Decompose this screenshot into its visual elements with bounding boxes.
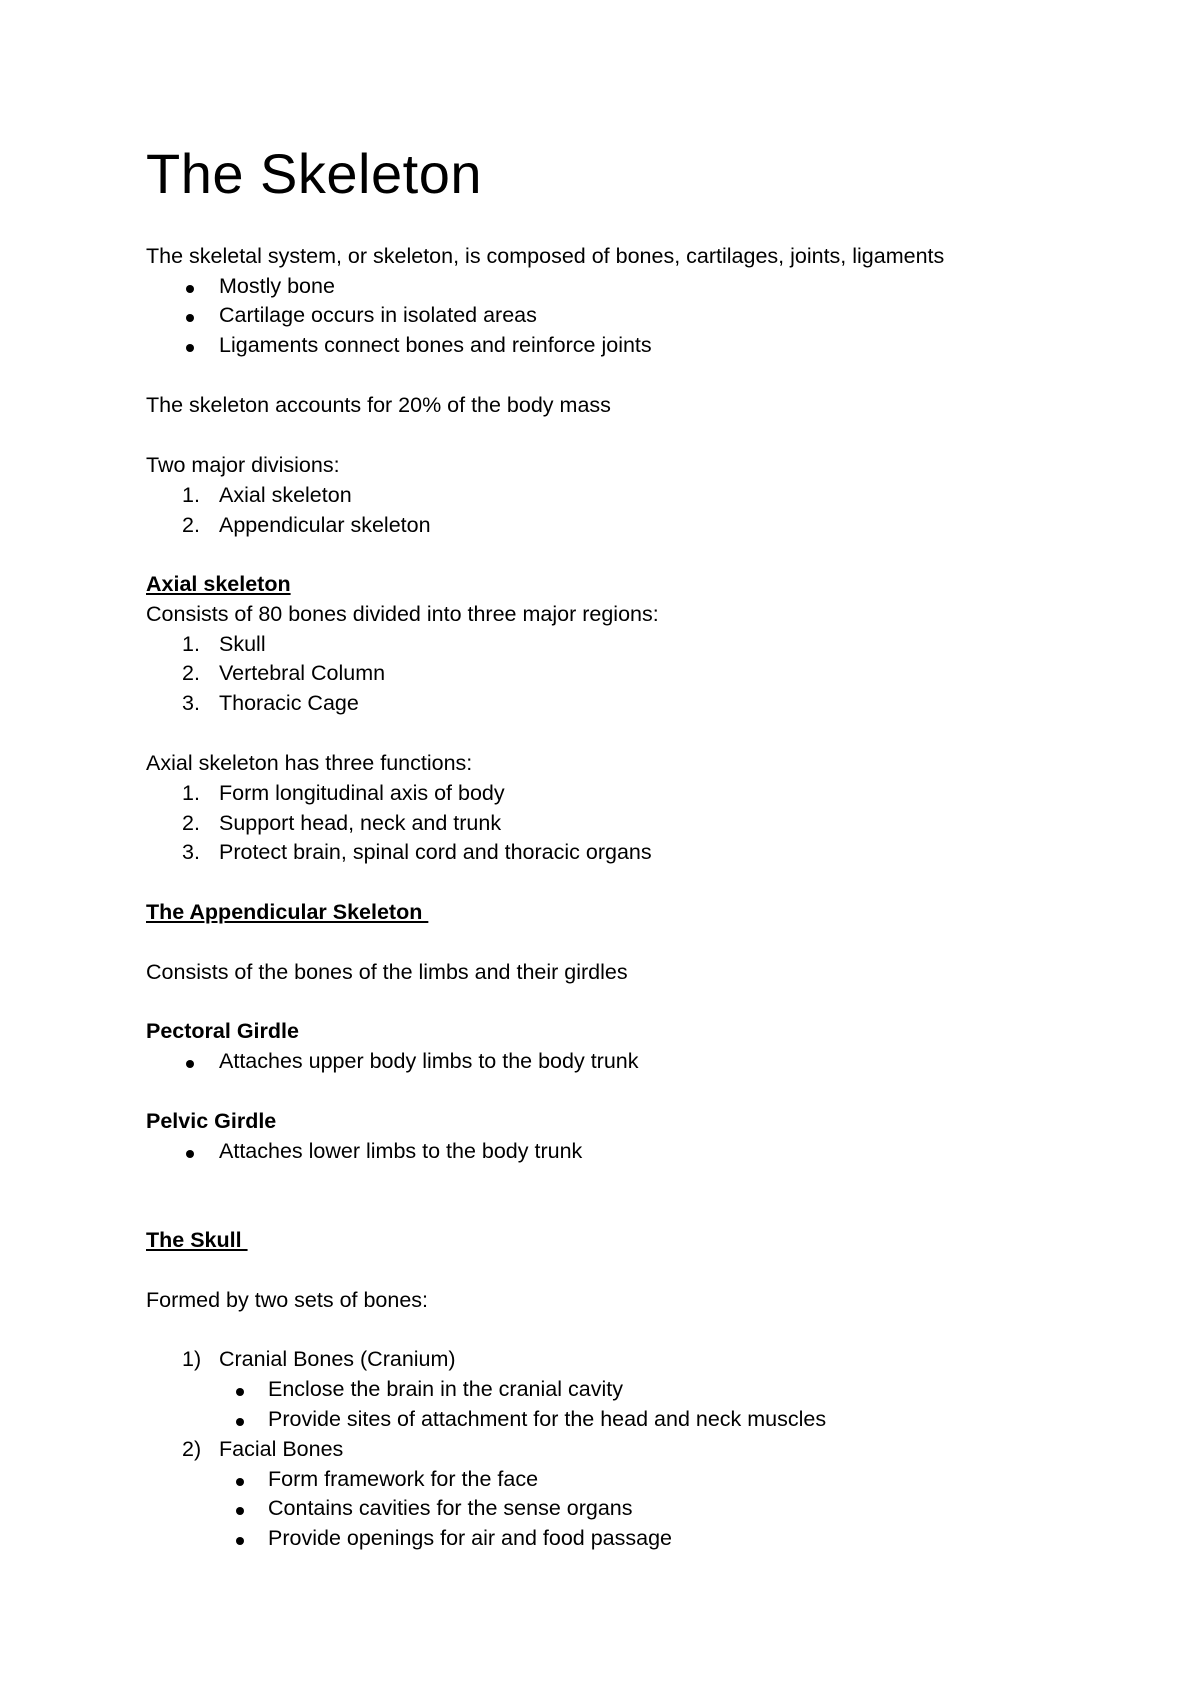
document-page xyxy=(146,0,1096,1698)
list-number: 3. xyxy=(182,691,200,715)
skull-heading: The Skull xyxy=(146,1228,248,1252)
function-item: Protect brain, spinal cord and thoracic organs xyxy=(219,840,652,864)
appendicular-heading: The Appendicular Skeleton xyxy=(146,900,429,924)
region-item: Vertebral Column xyxy=(219,661,386,685)
bullet-icon xyxy=(186,1060,194,1068)
region-item: Skull xyxy=(219,632,266,656)
list-number: 2. xyxy=(182,513,200,537)
list-number: 1) xyxy=(182,1347,202,1371)
function-item: Support head, neck and trunk xyxy=(219,811,502,835)
skull-text: Formed by two sets of bones: xyxy=(146,1288,429,1312)
cranial-bullet: Provide sites of attachment for the head and neck muscles xyxy=(268,1407,827,1431)
axial-functions-text: Axial skeleton has three functions: xyxy=(146,751,473,775)
intro-bullet: Mostly bone xyxy=(219,274,335,298)
facial-bullet: Form framework for the face xyxy=(268,1467,539,1491)
bullet-icon xyxy=(186,344,194,352)
bullet-icon xyxy=(236,1478,244,1486)
division-item: Axial skeleton xyxy=(219,483,352,507)
function-item: Form longitudinal axis of body xyxy=(219,781,505,805)
pectoral-heading: Pectoral Girdle xyxy=(146,1019,299,1043)
region-item: Thoracic Cage xyxy=(219,691,359,715)
facial-item: Facial Bones xyxy=(219,1437,344,1461)
bullet-icon xyxy=(236,1507,244,1515)
intro-bullet: Cartilage occurs in isolated areas xyxy=(219,303,537,327)
mass-text: The skeleton accounts for 20% of the body mass xyxy=(146,393,611,417)
bullet-icon xyxy=(186,314,194,322)
cranial-item: Cranial Bones (Cranium) xyxy=(219,1347,456,1371)
divisions-heading: Two major divisions: xyxy=(146,453,340,477)
list-number: 3. xyxy=(182,840,200,864)
bullet-icon xyxy=(186,1150,194,1158)
list-number: 2. xyxy=(182,811,200,835)
page-title: The Skeleton xyxy=(146,142,482,205)
facial-bullet: Provide openings for air and food passage xyxy=(268,1526,672,1550)
list-number: 2. xyxy=(182,661,200,685)
bullet-icon xyxy=(236,1537,244,1545)
intro-bullet: Ligaments connect bones and reinforce joints xyxy=(219,333,652,357)
axial-regions-text: Consists of 80 bones divided into three major regions: xyxy=(146,602,659,626)
list-number: 1. xyxy=(182,781,200,805)
list-number: 2) xyxy=(182,1437,202,1461)
bullet-icon xyxy=(236,1388,244,1396)
division-item: Appendicular skeleton xyxy=(219,513,431,537)
bullet-icon xyxy=(186,285,194,293)
pectoral-bullet: Attaches upper body limbs to the body trunk xyxy=(219,1049,639,1073)
pelvic-bullet: Attaches lower limbs to the body trunk xyxy=(219,1139,583,1163)
intro-text: The skeletal system, or skeleton, is composed of bones, cartilages, joints, ligaments xyxy=(146,244,945,268)
pelvic-heading: Pelvic Girdle xyxy=(146,1109,277,1133)
list-number: 1. xyxy=(182,632,200,656)
list-number: 1. xyxy=(182,483,200,507)
facial-bullet: Contains cavities for the sense organs xyxy=(268,1496,633,1520)
axial-heading: Axial skeleton xyxy=(146,572,291,596)
cranial-bullet: Enclose the brain in the cranial cavity xyxy=(268,1377,623,1401)
appendicular-text: Consists of the bones of the limbs and their girdles xyxy=(146,960,628,984)
bullet-icon xyxy=(236,1418,244,1426)
